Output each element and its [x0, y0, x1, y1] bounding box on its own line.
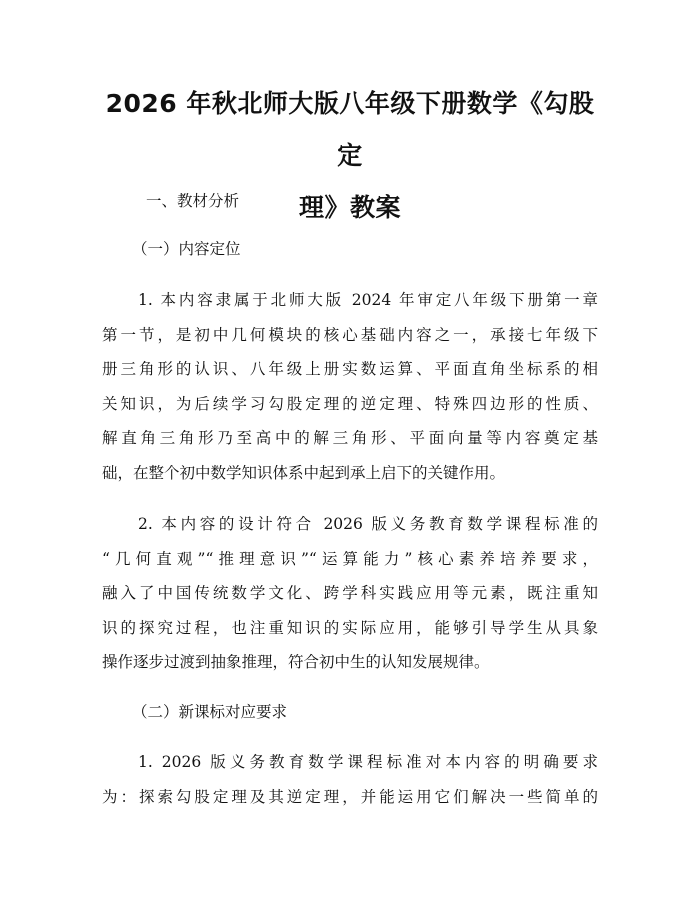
subsection-heading-curriculum-requirements: （二）新课标对应要求 — [132, 703, 288, 721]
paragraph-1 — [102, 283, 598, 490]
paragraph-3 — [102, 745, 598, 814]
paragraph-1-line: 础，在整个初中数学知识体系中起到承上启下的关键作用。 — [102, 463, 506, 482]
paragraph-2-line: 操作逐步过渡到抽象推理，符合初中生的认知发展规律。 — [102, 653, 490, 671]
paragraph-2 — [102, 507, 598, 680]
title-line-2: 理》教案 — [298, 193, 401, 222]
paragraph-1-line: 解直角三角形乃至高中的解三角形、平面向量等内容奠定基 — [102, 429, 598, 447]
paragraph-2-line: 识的探究过程，也注重知识的实际应用，能够引导学生从具象 — [102, 618, 598, 637]
paragraph-2-line: 2. 本内容的设计符合 2026 版义务教育数学课程标准的 — [138, 515, 598, 533]
subsection-heading-content-positioning: （一）内容定位 — [132, 240, 241, 258]
paragraph-3-line: 1. 2026 版义务教育数学课程标准对本内容的明确要求 — [138, 753, 598, 771]
paragraph-3-line: 为：探索勾股定理及其逆定理，并能运用它们解决一些简单的 — [102, 787, 598, 806]
paragraph-1-line: 册三角形的认识、八年级上册实数运算、平面直角坐标系的相 — [102, 360, 598, 378]
paragraph-2-line: 融入了中国传统数学文化、跨学科实践应用等元素，既注重知 — [102, 584, 598, 602]
section-heading-teaching-material-analysis: 一、教材分析 — [146, 192, 240, 210]
paragraph-1-line: 1. 本内容隶属于北师大版 2024 年审定八年级下册第一章 — [138, 291, 598, 309]
paragraph-2-line: “几何直观”“推理意识”“运算能力”核心素养培养要求， — [102, 549, 598, 568]
title-line-1: 2026 年秋北师大版八年级下册数学《勾股定 — [105, 89, 595, 170]
paragraph-1-line: 关知识，为后续学习勾股定理的逆定理、特殊四边形的性质、 — [102, 394, 598, 413]
paragraph-1-line: 第一节，是初中几何模块的核心基础内容之一，承接七年级下 — [102, 325, 598, 344]
